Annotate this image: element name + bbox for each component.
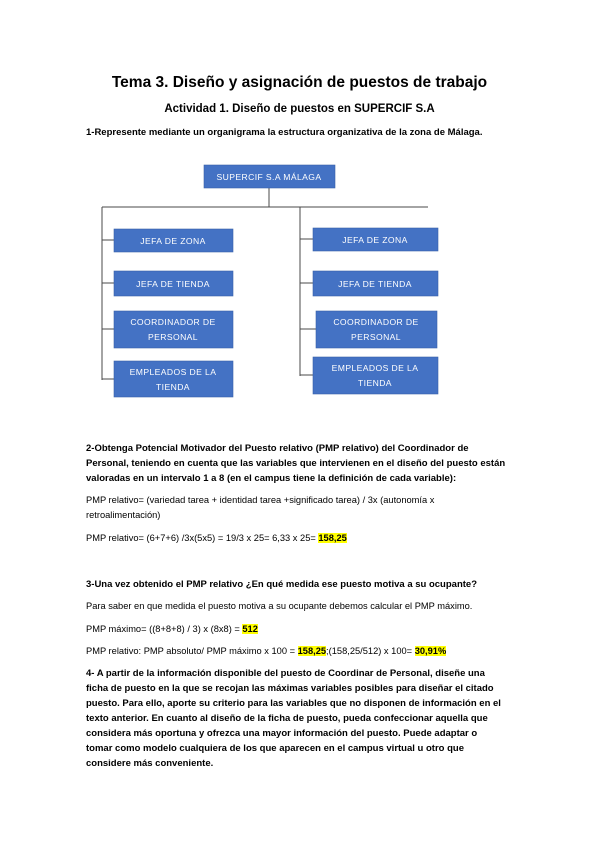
question-4	[86, 666, 501, 771]
pmp-rel-text-2: ;(158,25/512) x 100=	[326, 646, 415, 656]
question-4-line-1: 4- A partir de la información disponible del puesto de Coordinar de Personal, diseñe una	[86, 668, 485, 679]
question-4-line-4: texto anterior. En cuanto al diseño de la ficha de puesto, pueda confeccionar aquella que	[86, 713, 488, 724]
calc-pmp-text: PMP relativo= (6+7+6) /3x(5x5) = 19/3 x 25= 6,33 x 25=	[86, 533, 319, 543]
org-label-left-coord-1: COORDINADOR DE	[130, 317, 216, 327]
calc-pmp-result: 158,25	[318, 533, 347, 543]
pmp-rel-text-1: PMP relativo: PMP absoluto/ PMP máximo x 100 =	[86, 646, 298, 656]
org-label-left-tienda: JEFA DE TIENDA	[136, 279, 210, 289]
activity-subtitle: Actividad 1. Diseño de puestos en SUPERCIF S.A	[164, 103, 435, 115]
page-title: Tema 3. Diseño y asignación de puestos de trabajo	[111, 74, 488, 91]
org-label-right-coord-1: COORDINADOR DE	[333, 317, 419, 327]
question-4-line-6: tomar como modelo cualquiera de los que aparecen en el campus virtual u otro que	[86, 743, 464, 754]
pmp-rel-result-1: 158,25	[297, 646, 327, 656]
question-4-line-3: puesto. Para ello, aporte su criterio para las variables que no disponen de información en el	[86, 698, 501, 709]
question-2-line-3: valoradas en un intervalo 1 a 8 (en el campus tiene la definición de cada variable):	[86, 473, 457, 484]
pmp-max-result: 512	[242, 624, 258, 634]
org-label-left-zona: JEFA DE ZONA	[140, 236, 206, 246]
org-label-left-coord-2: PERSONAL	[147, 332, 199, 342]
question-1: 1-Represente mediante un organigrama la estructura organizativa de la zona de Málaga.	[86, 127, 483, 138]
question-4-line-5: considera más oportuna y ofrezca una mayor información del puesto. Puede adaptar o	[86, 728, 478, 739]
pmp-rel-result-2: 30,91%	[414, 646, 447, 656]
question-4-line-7: considere más conveniente.	[86, 758, 214, 769]
org-label-top: SUPERCIF S.A MÁLAGA	[216, 172, 322, 182]
org-label-right-zona: JEFA DE ZONA	[342, 235, 408, 245]
org-label-right-coord-2: PERSONAL	[350, 332, 402, 342]
org-label-right-tienda: JEFA DE TIENDA	[338, 279, 412, 289]
formula-line-1: PMP relativo= (variedad tarea + identidad tarea +significado tarea) / 3x (autonomía x	[86, 495, 435, 505]
question-2-line-2: Personal, teniendo en cuenta que las variables que intervienen en el diseño del puesto están	[86, 458, 506, 469]
org-label-right-emp-2: TIENDA	[358, 378, 392, 388]
calc-pmp-maximo	[86, 622, 258, 637]
question-2-line-1: 2-Obtenga Potencial Motivador del Puesto relativo (PMP relativo) del Coordinador de	[86, 443, 469, 454]
formula-paragraph	[86, 493, 434, 523]
formula-line-2: retroalimentación)	[86, 510, 161, 520]
org-label-left-emp-1: EMPLEADOS DE LA	[129, 367, 217, 377]
pmp-max-text: PMP máximo= ((8+8+8) / 3) x (8x8) =	[86, 624, 243, 634]
calc-pmp-relativo-pct	[86, 644, 446, 659]
paragraph-3: Para saber en que medida el puesto motiva a su ocupante debemos calcular el PMP máximo.	[86, 601, 473, 611]
org-label-left-emp-2: TIENDA	[156, 382, 190, 392]
calc-pmp-relativo	[86, 531, 347, 546]
question-3: 3-Una vez obtenido el PMP relativo ¿En qué medida ese puesto motiva a su ocupante?	[86, 579, 477, 590]
org-label-right-emp-1: EMPLEADOS DE LA	[331, 363, 419, 373]
question-4-line-2: ficha de puesto en la que se recojan las máximas variables posibles para diseñar el citado	[86, 683, 494, 694]
question-2	[86, 441, 505, 486]
